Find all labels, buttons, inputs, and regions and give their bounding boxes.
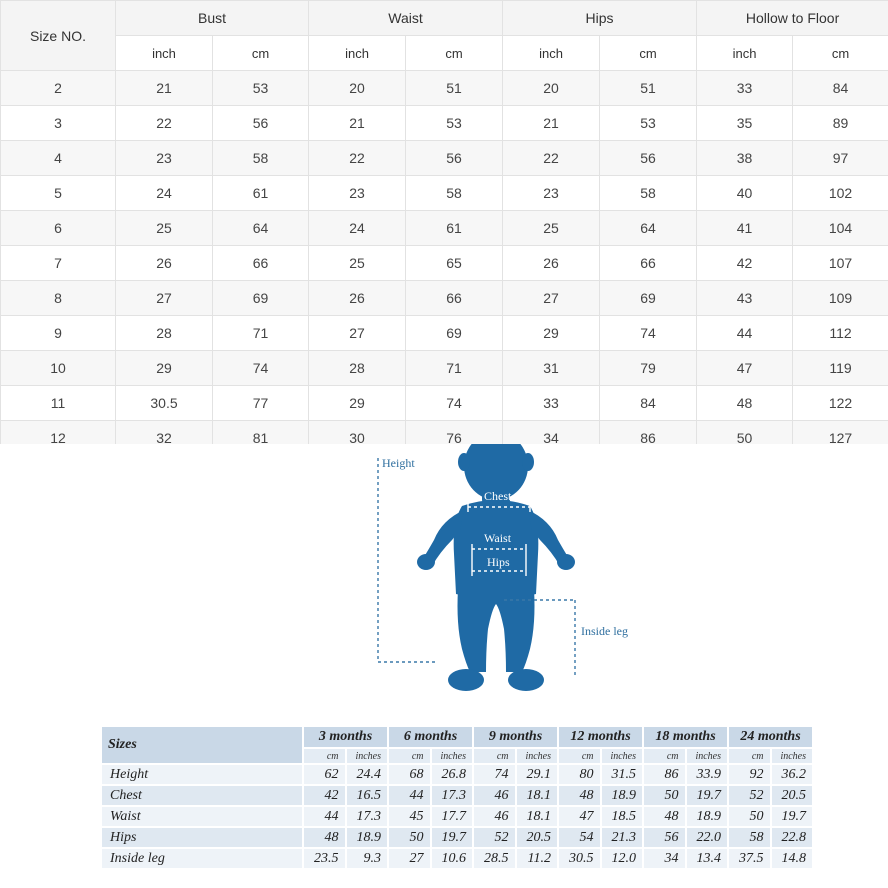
measurement-cell: 24 xyxy=(116,176,213,211)
value-inches: 31.5 xyxy=(602,765,643,784)
measurement-cell: 74 xyxy=(406,386,503,421)
size-number-cell: 8 xyxy=(1,281,116,316)
measurement-cell: 127 xyxy=(793,421,888,445)
bust-header: Bust xyxy=(116,1,309,36)
value-inches: 33.9 xyxy=(687,765,728,784)
measurement-cell: 69 xyxy=(406,316,503,351)
measurement-cell: 65 xyxy=(406,246,503,281)
unit-cm: cm xyxy=(406,36,503,71)
measurement-cell: 79 xyxy=(600,351,697,386)
value-cm: 48 xyxy=(559,786,600,805)
measurement-figure xyxy=(370,444,650,700)
measurement-cell: 20 xyxy=(309,71,406,106)
measurement-cell: 69 xyxy=(213,281,309,316)
measurement-cell: 27 xyxy=(503,281,600,316)
value-inches: 19.7 xyxy=(772,807,813,826)
measurement-cell: 86 xyxy=(600,421,697,445)
measurement-cell: 28 xyxy=(309,351,406,386)
measurement-name: Height xyxy=(102,765,302,784)
value-cm: 45 xyxy=(389,807,430,826)
measurement-cell: 25 xyxy=(116,211,213,246)
value-cm: 44 xyxy=(389,786,430,805)
measurement-cell: 56 xyxy=(600,141,697,176)
measurement-cell: 58 xyxy=(600,176,697,211)
measurement-cell: 23 xyxy=(503,176,600,211)
value-inches: 22.0 xyxy=(687,828,728,847)
baby-size-row xyxy=(102,765,812,784)
value-inches: 18.1 xyxy=(517,786,558,805)
unit-cm: cm xyxy=(559,749,600,763)
measurement-cell: 64 xyxy=(600,211,697,246)
measurement-cell: 24 xyxy=(309,211,406,246)
size-row xyxy=(1,71,888,106)
unit-cm: cm xyxy=(474,749,515,763)
value-cm: 86 xyxy=(644,765,685,784)
unit-inches: inches xyxy=(432,749,473,763)
measurement-cell: 22 xyxy=(309,141,406,176)
measurement-cell: 58 xyxy=(213,141,309,176)
value-inches: 18.9 xyxy=(602,786,643,805)
size-number-cell: 4 xyxy=(1,141,116,176)
measurement-cell: 122 xyxy=(793,386,888,421)
value-cm: 37.5 xyxy=(729,849,770,868)
measurement-cell: 66 xyxy=(406,281,503,316)
value-inches: 20.5 xyxy=(517,828,558,847)
measurement-cell: 43 xyxy=(697,281,793,316)
age-header: 12 months xyxy=(559,727,642,747)
size-row xyxy=(1,351,888,386)
measurement-cell: 26 xyxy=(116,246,213,281)
value-cm: 48 xyxy=(644,807,685,826)
value-cm: 50 xyxy=(644,786,685,805)
size-chart-header-row xyxy=(1,1,888,36)
value-inches: 16.5 xyxy=(347,786,388,805)
unit-inches: inches xyxy=(687,749,728,763)
measurement-cell: 26 xyxy=(503,246,600,281)
measurement-cell: 33 xyxy=(503,386,600,421)
baby-size-table xyxy=(100,725,814,870)
measurement-cell: 30.5 xyxy=(116,386,213,421)
measurement-cell: 42 xyxy=(697,246,793,281)
size-number-cell: 11 xyxy=(1,386,116,421)
measurement-cell: 20 xyxy=(503,71,600,106)
measurement-name: Waist xyxy=(102,807,302,826)
hips-label: Hips xyxy=(487,555,510,569)
size-number-cell: 2 xyxy=(1,71,116,106)
unit-inches: inches xyxy=(772,749,813,763)
measurement-cell: 35 xyxy=(697,106,793,141)
measurement-cell: 40 xyxy=(697,176,793,211)
baby-table-header-row xyxy=(102,727,812,747)
measurement-cell: 64 xyxy=(213,211,309,246)
inside-leg-label: Inside leg xyxy=(581,624,628,638)
measurement-cell: 76 xyxy=(406,421,503,445)
measurement-cell: 51 xyxy=(406,71,503,106)
value-cm: 47 xyxy=(559,807,600,826)
measurement-cell: 29 xyxy=(309,386,406,421)
size-row xyxy=(1,176,888,211)
height-label: Height xyxy=(382,456,415,470)
measurement-cell: 74 xyxy=(213,351,309,386)
unit-inch: inch xyxy=(503,36,600,71)
measurement-cell: 61 xyxy=(406,211,503,246)
chest-label: Chest xyxy=(484,489,512,503)
measurement-cell: 69 xyxy=(600,281,697,316)
value-inches: 22.8 xyxy=(772,828,813,847)
sizes-header: Sizes xyxy=(102,727,302,763)
size-row xyxy=(1,246,888,281)
measurement-cell: 44 xyxy=(697,316,793,351)
unit-inch: inch xyxy=(697,36,793,71)
measurement-cell: 104 xyxy=(793,211,888,246)
unit-cm: cm xyxy=(729,749,770,763)
measurement-cell: 51 xyxy=(600,71,697,106)
baby-size-row xyxy=(102,807,812,826)
value-inches: 26.8 xyxy=(432,765,473,784)
value-cm: 27 xyxy=(389,849,430,868)
unit-inches: inches xyxy=(602,749,643,763)
measurement-cell: 109 xyxy=(793,281,888,316)
hollow-to-floor-header: Hollow to Floor xyxy=(697,1,888,36)
unit-cm: cm xyxy=(304,749,345,763)
measurement-cell: 27 xyxy=(309,316,406,351)
value-inches: 19.7 xyxy=(432,828,473,847)
size-number-cell: 3 xyxy=(1,106,116,141)
size-no-header: Size NO. xyxy=(1,1,116,71)
measurement-cell: 53 xyxy=(213,71,309,106)
age-header: 3 months xyxy=(304,727,387,747)
baby-size-row xyxy=(102,849,812,868)
size-number-cell: 5 xyxy=(1,176,116,211)
measurement-cell: 47 xyxy=(697,351,793,386)
value-cm: 58 xyxy=(729,828,770,847)
value-cm: 54 xyxy=(559,828,600,847)
age-header: 24 months xyxy=(729,727,812,747)
value-cm: 30.5 xyxy=(559,849,600,868)
value-cm: 52 xyxy=(729,786,770,805)
measurement-cell: 32 xyxy=(116,421,213,445)
value-cm: 42 xyxy=(304,786,345,805)
value-inches: 18.5 xyxy=(602,807,643,826)
value-cm: 74 xyxy=(474,765,515,784)
unit-inch: inch xyxy=(309,36,406,71)
size-row xyxy=(1,141,888,176)
measurement-cell: 48 xyxy=(697,386,793,421)
value-cm: 50 xyxy=(389,828,430,847)
size-chart-unit-row xyxy=(1,36,888,71)
value-inches: 18.9 xyxy=(347,828,388,847)
value-inches: 11.2 xyxy=(517,849,558,868)
measurement-cell: 58 xyxy=(406,176,503,211)
value-cm: 80 xyxy=(559,765,600,784)
value-inches: 36.2 xyxy=(772,765,813,784)
measurement-cell: 77 xyxy=(213,386,309,421)
hips-header: Hips xyxy=(503,1,697,36)
value-inches: 19.7 xyxy=(687,786,728,805)
unit-inch: inch xyxy=(116,36,213,71)
value-cm: 46 xyxy=(474,807,515,826)
age-header: 18 months xyxy=(644,727,727,747)
size-row xyxy=(1,106,888,141)
measurement-cell: 31 xyxy=(503,351,600,386)
unit-cm: cm xyxy=(389,749,430,763)
measurement-cell: 22 xyxy=(116,106,213,141)
size-row xyxy=(1,211,888,246)
measurement-cell: 21 xyxy=(503,106,600,141)
value-cm: 68 xyxy=(389,765,430,784)
unit-cm: cm xyxy=(213,36,309,71)
value-inches: 17.3 xyxy=(432,786,473,805)
value-inches: 18.1 xyxy=(517,807,558,826)
measurement-cell: 34 xyxy=(503,421,600,445)
size-row xyxy=(1,386,888,421)
size-row xyxy=(1,421,888,445)
measurement-cell: 89 xyxy=(793,106,888,141)
size-row xyxy=(1,281,888,316)
measurement-cell: 107 xyxy=(793,246,888,281)
value-inches: 17.3 xyxy=(347,807,388,826)
measurement-cell: 28 xyxy=(116,316,213,351)
value-cm: 34 xyxy=(644,849,685,868)
size-number-cell: 9 xyxy=(1,316,116,351)
size-number-cell: 12 xyxy=(1,421,116,445)
value-cm: 92 xyxy=(729,765,770,784)
measurement-cell: 53 xyxy=(406,106,503,141)
measurement-cell: 66 xyxy=(600,246,697,281)
baby-silhouette xyxy=(370,444,650,700)
value-inches: 24.4 xyxy=(347,765,388,784)
value-inches: 10.6 xyxy=(432,849,473,868)
measurement-cell: 112 xyxy=(793,316,888,351)
waist-header: Waist xyxy=(309,1,503,36)
measurement-cell: 61 xyxy=(213,176,309,211)
value-cm: 28.5 xyxy=(474,849,515,868)
value-inches: 13.4 xyxy=(687,849,728,868)
unit-inches: inches xyxy=(517,749,558,763)
unit-cm: cm xyxy=(793,36,888,71)
value-inches: 18.9 xyxy=(687,807,728,826)
measurement-cell: 25 xyxy=(309,246,406,281)
measurement-cell: 84 xyxy=(793,71,888,106)
measurement-cell: 21 xyxy=(309,106,406,141)
measurement-cell: 119 xyxy=(793,351,888,386)
value-cm: 46 xyxy=(474,786,515,805)
measurement-cell: 30 xyxy=(309,421,406,445)
value-inches: 9.3 xyxy=(347,849,388,868)
unit-cm: cm xyxy=(644,749,685,763)
measurement-cell: 29 xyxy=(503,316,600,351)
measurement-cell: 50 xyxy=(697,421,793,445)
size-number-cell: 10 xyxy=(1,351,116,386)
value-inches: 21.3 xyxy=(602,828,643,847)
value-inches: 14.8 xyxy=(772,849,813,868)
measurement-cell: 23 xyxy=(116,141,213,176)
measurement-name: Chest xyxy=(102,786,302,805)
measurement-cell: 71 xyxy=(213,316,309,351)
baby-size-row xyxy=(102,828,812,847)
value-cm: 50 xyxy=(729,807,770,826)
age-header: 6 months xyxy=(389,727,472,747)
measurement-cell: 25 xyxy=(503,211,600,246)
value-inches: 20.5 xyxy=(772,786,813,805)
size-number-cell: 6 xyxy=(1,211,116,246)
measurement-cell: 56 xyxy=(213,106,309,141)
value-inches: 17.7 xyxy=(432,807,473,826)
measurement-cell: 29 xyxy=(116,351,213,386)
measurement-name: Inside leg xyxy=(102,849,302,868)
value-inches: 29.1 xyxy=(517,765,558,784)
measurement-cell: 38 xyxy=(697,141,793,176)
measurement-cell: 74 xyxy=(600,316,697,351)
value-inches: 12.0 xyxy=(602,849,643,868)
measurement-cell: 41 xyxy=(697,211,793,246)
measurement-cell: 23 xyxy=(309,176,406,211)
measurement-cell: 97 xyxy=(793,141,888,176)
measurement-cell: 56 xyxy=(406,141,503,176)
measurement-cell: 66 xyxy=(213,246,309,281)
measurement-cell: 102 xyxy=(793,176,888,211)
measurement-cell: 81 xyxy=(213,421,309,445)
measurement-cell: 84 xyxy=(600,386,697,421)
size-row xyxy=(1,316,888,351)
measurement-cell: 27 xyxy=(116,281,213,316)
age-header: 9 months xyxy=(474,727,557,747)
measurement-cell: 71 xyxy=(406,351,503,386)
size-number-cell: 7 xyxy=(1,246,116,281)
measurement-cell: 33 xyxy=(697,71,793,106)
unit-cm: cm xyxy=(600,36,697,71)
value-cm: 23.5 xyxy=(304,849,345,868)
measurement-cell: 26 xyxy=(309,281,406,316)
value-cm: 48 xyxy=(304,828,345,847)
measurement-cell: 53 xyxy=(600,106,697,141)
measurement-cell: 21 xyxy=(116,71,213,106)
measurement-name: Hips xyxy=(102,828,302,847)
value-cm: 62 xyxy=(304,765,345,784)
unit-inches: inches xyxy=(347,749,388,763)
value-cm: 44 xyxy=(304,807,345,826)
measurement-cell: 22 xyxy=(503,141,600,176)
value-cm: 52 xyxy=(474,828,515,847)
waist-label: Waist xyxy=(484,531,512,545)
baby-size-row xyxy=(102,786,812,805)
value-cm: 56 xyxy=(644,828,685,847)
